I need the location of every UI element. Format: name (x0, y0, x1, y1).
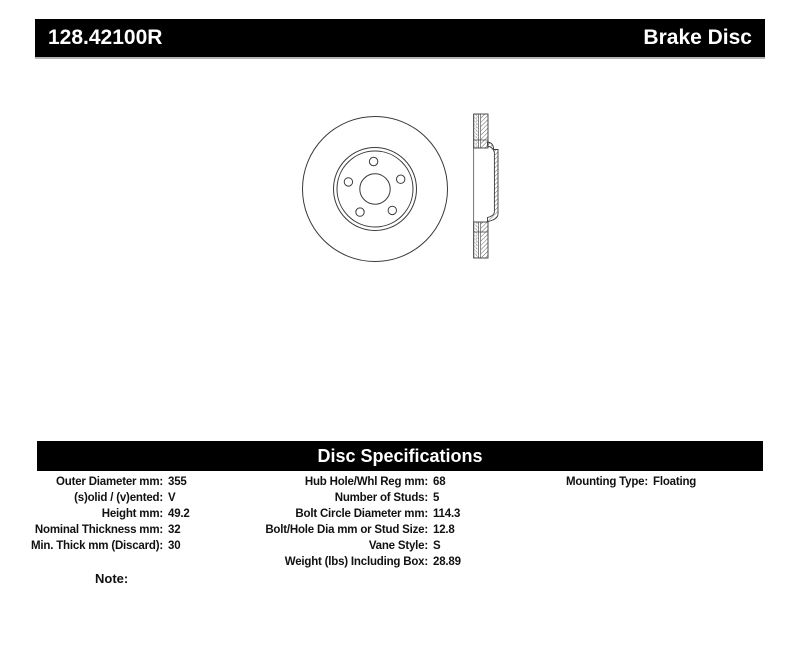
spec-row-hub-hole (250, 474, 461, 490)
spec-column-dimensions (10, 474, 190, 554)
bottom-friction-ring (474, 222, 488, 258)
spec-label: Bolt Circle Diameter mm: (295, 508, 428, 520)
spec-label: Outer Diameter mm: (56, 476, 163, 488)
spec-row-height (10, 506, 190, 522)
spec-value: 32 (168, 524, 181, 536)
product-title: Brake Disc (643, 26, 752, 49)
spec-value: 12.8 (433, 524, 455, 536)
spec-row-weight (250, 554, 461, 570)
stud-holes (344, 157, 405, 216)
spec-label: Nominal Thickness mm: (34, 524, 163, 536)
spec-row-bolt-circle-diameter (250, 506, 461, 522)
spec-label: Height mm: (101, 508, 163, 520)
spec-label: Hub Hole/Whl Reg mm: (304, 476, 428, 488)
spec-value: 5 (433, 492, 440, 504)
part-number: 128.42100R (48, 26, 163, 49)
spec-value: 30 (168, 540, 181, 552)
spec-row-number-of-studs (250, 490, 461, 506)
brake-disc-front-view (303, 117, 448, 262)
spec-label: Vane Style: (368, 540, 428, 552)
spec-value: 68 (433, 476, 446, 488)
spec-label: Number of Studs: (334, 492, 428, 504)
spec-column-hub-studs (250, 474, 461, 570)
spec-value: S (433, 540, 441, 552)
spec-section-title: Disc Specifications (317, 445, 483, 466)
spec-label: Mounting Type: (566, 476, 648, 488)
spec-label: Weight (lbs) Including Box: (284, 556, 428, 568)
spec-value: 49.2 (168, 508, 190, 520)
spec-label: Min. Thick mm (Discard): (31, 540, 163, 552)
header-bar (35, 19, 765, 59)
spec-column-mounting (515, 474, 696, 490)
spec-label: (s)olid / (v)ented: (74, 492, 163, 504)
top-friction-ring (474, 114, 488, 148)
brake-disc-cross-section (474, 114, 498, 258)
spec-value: Floating (653, 476, 697, 488)
spec-row-outer-diameter (10, 474, 190, 490)
note-label: Note: (95, 571, 129, 586)
spec-value: 355 (168, 476, 187, 488)
spec-row-min-thick (10, 538, 190, 554)
spec-value: V (168, 492, 176, 504)
brake-disc-drawing (295, 100, 510, 275)
spec-value: 28.89 (433, 556, 461, 568)
spec-row-mounting-type (515, 474, 696, 490)
spec-section-bar (37, 441, 763, 471)
spec-row-bolt-hole-dia (250, 522, 461, 538)
spec-label: Bolt/Hole Dia mm or Stud Size: (265, 524, 428, 536)
spec-row-solid-vented (10, 490, 190, 506)
spec-row-nominal-thickness (10, 522, 190, 538)
hat-section (488, 142, 499, 222)
spec-value: 114.3 (433, 508, 461, 520)
spec-row-vane-style (250, 538, 461, 554)
